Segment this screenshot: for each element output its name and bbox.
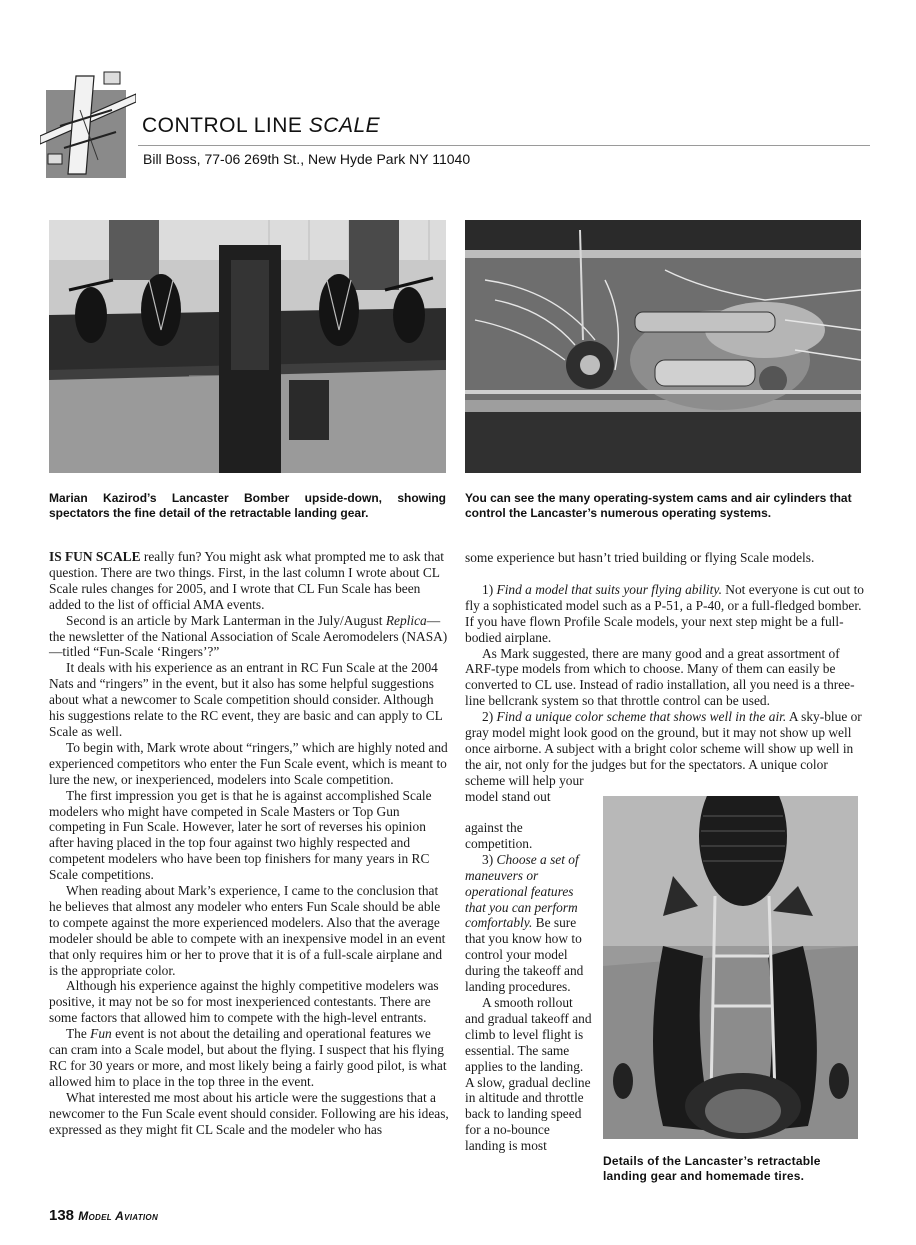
narrow-text-column: [465, 820, 593, 1154]
item-1-heading: Find a model that suits your flying ability.: [496, 581, 722, 597]
paragraph-8-text-b: event is not about the detailing and operational features we can cram into a Scale model, but about the flying. I suspect that his flying RC for 30 years or more, and most likely being a fairly good pilot, is what allowed him to place in the top three in the event.: [49, 1026, 447, 1089]
photo-operating-system-cams: [465, 220, 861, 473]
paragraph-1: [49, 549, 449, 613]
right-text-column: [465, 550, 865, 805]
paragraph-5: The first impression you get is that he is against accomplished Scale modelers who might have competed in Scale Masters or Top Gun competing in Fun Scale. However, later he sort of reverses his opinion after having placed in the top four against two highly respected and competent modelers who have been top finishers for many years in RC Scale competitions.: [49, 787, 432, 883]
item-3-text: Be sure that you know how to control your model during the takeoff and landing procedures.: [465, 915, 584, 995]
paragraph-2-text-b: —the newsletter of the National Association of Scale Aeromodelers (NASA)—titled “Fun-Scale ‘Ringers’?”: [49, 612, 448, 660]
paragraph-7: Although his experience against the highly competitive modelers was positive, it may not be so for most inexperienced contestants. There are some factors that allowed him to compete with the high-level entrants.: [49, 978, 439, 1026]
right-paragraph-2: As Mark suggested, there are many good and a great assortment of ARF-type models from which to choose. Many of them can easily be converted to CL use. Instead of radio installation, all you need is a three-line bellcrank system so that throttle control can be used.: [465, 645, 855, 709]
paragraph-6: When reading about Mark’s experience, I came to the conclusion that he believes that almost any modeler who enters Fun Scale should be able to compete against the more experienced modelers. Also that the average modeler should be able to compete with an inexpensive model in an event that only requires him or her to prove that it is of a full-scale airplane and is the appropriate color.: [49, 883, 446, 978]
replica-title: Replica: [385, 612, 427, 628]
column-title: [142, 114, 380, 138]
right-paragraph-1: [465, 582, 865, 646]
item-1-text: Not everyone is cut out to fly a sophisticated model such as a P-51, a P-40, or a full-fledged bomber. If you have flown Profile Scale models, your next step might be a full-bodied airplane.: [465, 581, 864, 645]
photo2-caption: You can see the many operating-system cams and air cylinders that control the Lancaster’s numerous operating systems.: [465, 491, 852, 520]
paragraph-9: What interested me most about his article were the suggestions that a newcomer to the Fun Scale event should consider. Following are his ideas, expressed as they might fit CL Scale and the modeler who has: [49, 1089, 449, 1137]
header-rule: [138, 145, 870, 146]
photo-landing-gear: [603, 796, 858, 1139]
paragraph-3: It deals with his experience as an entrant in RC Fun Scale at the 2004 Nats and “ringers” in the event, but it also has some helpful suggestions about what a newcomer to Scale competition should consider. Although his suggestions relate to the RC event, they are basic and can apply to CL Scale as well.: [49, 660, 443, 739]
item-3-number: 3): [482, 851, 497, 867]
narrow-paragraph-0: against the competition.: [465, 820, 533, 851]
photo-lancaster-upside-down: [49, 220, 446, 473]
column-title-text: CONTROL LINE: [142, 114, 303, 137]
paragraph-1-text: really fun? You might ask what prompted me to ask that question. There are two things. First, in the last column I wrote about CL Scale rules changes for 2005, and I wrote that CL Fun Scale has been added to the list of official AMA events.: [49, 549, 445, 612]
right-paragraph-3: [465, 709, 865, 789]
paragraph-2-text-a: Second is an article by Mark Lanterman in the July/August: [66, 612, 386, 628]
narrow-paragraph-1: [465, 852, 593, 995]
item-3-heading: Choose a set of maneuvers or operational features that you can perform comfortably.: [465, 851, 579, 931]
paragraph-2: [49, 613, 449, 661]
item-2-text: A sky-blue or gray model might look good on the ground, but it may not show up well once airborne. A subject with a bright color scheme will show up well in the air, not only for the judges but for the spectators. A unique color scheme will help your: [465, 709, 862, 788]
item-1-number: 1): [482, 581, 497, 597]
paragraph-8-text-a: The: [66, 1026, 91, 1042]
fun-italic: Fun: [90, 1026, 112, 1042]
magazine-name: Model Aviation: [78, 1209, 159, 1223]
paragraph-8: [49, 1026, 449, 1090]
left-text-column: [49, 549, 449, 1138]
paragraph-4: To begin with, Mark wrote about “ringers,” which are highly noted and experienced competitors who enter the Fun Scale event, which is meant to lure the new, or inexperienced, modelers into Scale competition.: [49, 739, 448, 787]
column-logo: [40, 70, 136, 180]
lead-in: IS FUN SCALE: [49, 549, 141, 564]
page-number: 138: [49, 1207, 75, 1224]
photo1-caption: Marian Kazirod’s Lancaster Bomber upside-down, showing spectators the fine detail of the retractable landing gear.: [49, 491, 446, 520]
item-2-heading: Find a unique color scheme that shows well in the air.: [496, 709, 787, 725]
photo3-caption: Details of the Lancaster’s retractable landing gear and homemade tires.: [603, 1154, 821, 1183]
right-line-model: model stand out: [465, 788, 551, 804]
byline: Bill Boss, 77-06 269th St., New Hyde Park NY 11040: [143, 151, 471, 167]
column-title-italic: SCALE: [308, 114, 381, 137]
page-footer: [49, 1207, 158, 1224]
item-2-number: 2): [482, 709, 497, 725]
right-paragraph-0: some experience but hasn’t tried building or flying Scale models.: [465, 550, 815, 565]
narrow-paragraph-2: A smooth rollout and gradual takeoff and climb to level flight is essential. The same applies to the landing. A slow, gradual decline in altitude and throttle back to landing speed for a no-bounce landing is most: [465, 994, 592, 1154]
